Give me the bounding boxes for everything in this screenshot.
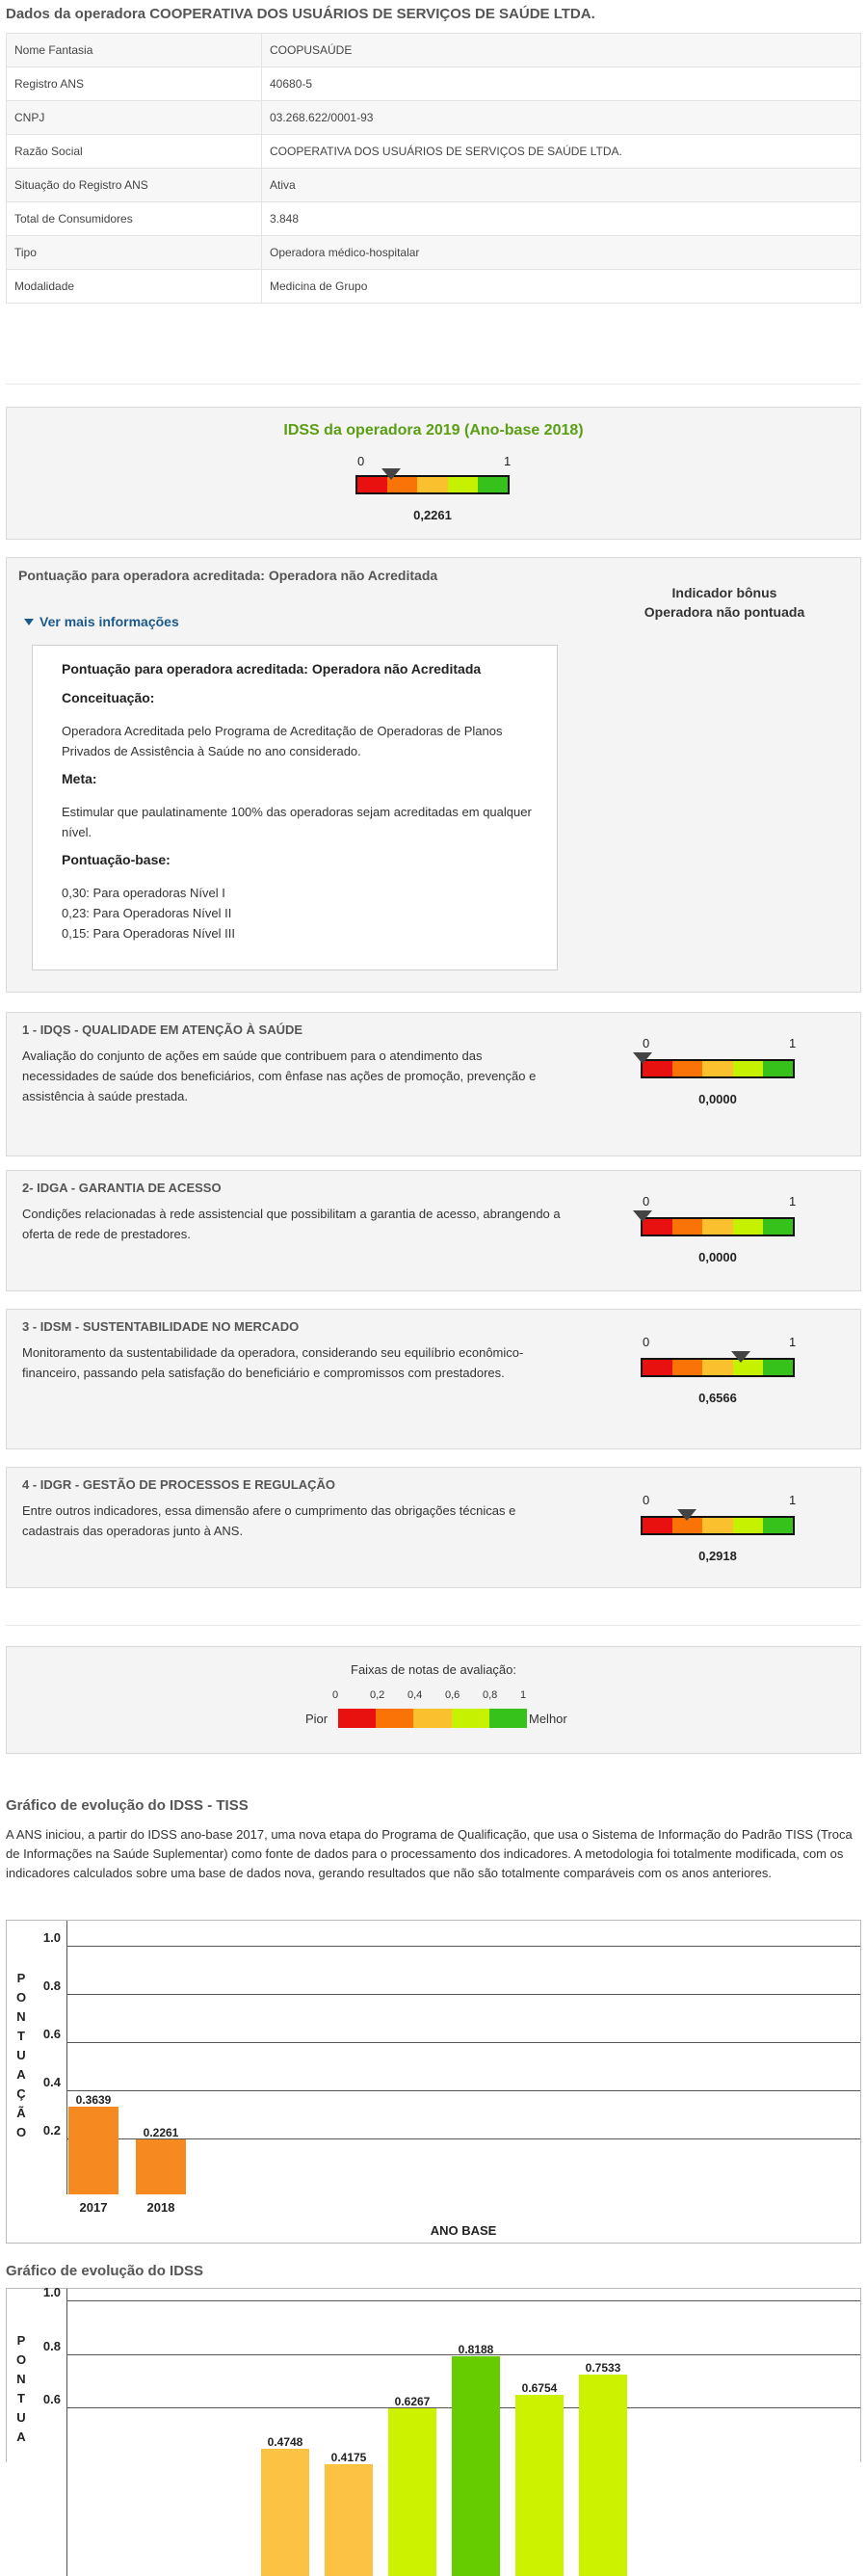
gauge-segment [702, 1061, 732, 1076]
dimension-title: 3 - IDSM - SUSTENTABILIDADE NO MERCADO [22, 1319, 300, 1334]
info-label: Registro ANS [7, 67, 262, 101]
chart-bar [388, 2408, 436, 2576]
scale-best-label: Melhor [529, 1712, 567, 1726]
accreditation-details-box [32, 645, 558, 970]
scale-segment [413, 1709, 451, 1728]
gauge-max-label: 1 [789, 1036, 797, 1050]
scale-panel [6, 1646, 861, 1754]
y-tick-label: 0.6 [42, 2392, 61, 2407]
grid-line [66, 1994, 860, 1995]
x-tick-label: 2017 [79, 2200, 108, 2215]
scale-tick-label: 0,2 [370, 1689, 385, 1701]
dimension-value: 0,6566 [698, 1391, 737, 1405]
dimension-value: 0,0000 [698, 1250, 737, 1264]
tiss-chart-title: Gráfico de evolução do IDSS - TISS [6, 1797, 249, 1814]
y-tick-label: 0.4 [42, 2075, 61, 2089]
info-value: 40680-5 [262, 67, 861, 101]
dimension-desc: Condições relacionadas à rede assistencial que possibilitam a garantia de acesso, abrangendo a oferta de rede de prestadores. [22, 1207, 561, 1241]
info-value: COOPERATIVA DOS USUÁRIOS DE SERVIÇOS DE SAÚDE LTDA. [262, 135, 861, 169]
bar-value-label: 0.4748 [267, 2435, 303, 2449]
bar-value-label: 0.6267 [394, 2394, 431, 2408]
scale-bar [338, 1709, 527, 1728]
scale-tick-label: 0 [332, 1689, 339, 1701]
tiss-evolution-chart [6, 1920, 861, 2244]
y-axis-label [14, 2331, 28, 2447]
y-axis-label-char: O [15, 2352, 27, 2367]
dimension-panel-idga [6, 1170, 861, 1291]
concept-heading: Conceituação: [62, 690, 155, 705]
y-axis-label-char: Ã [16, 2106, 26, 2120]
grid-line [66, 1946, 860, 1947]
bonus-title: Indicador bônus [671, 585, 777, 600]
bar-value-label: 0.8188 [458, 2343, 494, 2357]
chart-bar [68, 2107, 118, 2194]
info-row [7, 34, 861, 67]
idqs-gauge [641, 1059, 795, 1078]
scale-title: Faixas de notas de avaliação: [351, 1662, 516, 1677]
gauge-segment [763, 1360, 793, 1375]
info-label: Modalidade [7, 270, 262, 304]
idss-title: IDSS da operadora 2019 (Ano-base 2018) [283, 422, 584, 438]
more-info-toggle[interactable] [24, 614, 179, 631]
gauge-segment [643, 1518, 672, 1533]
dimension-desc: Monitoramento da sustentabilidade da operadora, considerando seu equilíbrio econômico-financeiro, passando pela satisfação do beneficiário e compromissos com prestadores. [22, 1345, 524, 1380]
y-axis-line [66, 2289, 67, 2576]
gauge-segment [763, 1219, 793, 1235]
chart-bar [136, 2139, 186, 2194]
scale-tick-label: 0,6 [445, 1689, 460, 1701]
y-tick-label: 1.0 [42, 2285, 61, 2299]
info-value: Operadora médico-hospitalar [262, 236, 861, 270]
details-title: Pontuação para operadora acreditada: Operadora não Acreditada [62, 661, 482, 677]
scale-segment [338, 1709, 376, 1728]
accreditation-panel [6, 557, 861, 993]
y-tick-label: 1.0 [42, 1930, 61, 1945]
chart-bar [579, 2375, 627, 2576]
bar-value-label: 0.2261 [143, 2126, 179, 2140]
more-info-link[interactable]: Ver mais informações [39, 614, 179, 629]
idsm-gauge [641, 1358, 795, 1377]
gauge-bar [355, 475, 510, 494]
x-tick-label: 2018 [146, 2200, 175, 2215]
bar-value-label: 0.7533 [585, 2360, 621, 2375]
idga-gauge [641, 1217, 795, 1236]
base-heading: Pontuação-base: [62, 852, 171, 867]
gauge-segment [702, 1518, 732, 1533]
info-row [7, 236, 861, 270]
y-axis-label-char: O [15, 2125, 27, 2139]
scale-segment [489, 1709, 527, 1728]
scale-segment [452, 1709, 489, 1728]
info-label: Situação do Registro ANS [7, 169, 262, 202]
bar-value-label: 0.6754 [521, 2381, 558, 2396]
dimension-value: 0,0000 [698, 1092, 737, 1106]
grid-line [66, 2042, 860, 2043]
gauge-segment [417, 477, 447, 492]
caret-down-icon [24, 619, 34, 625]
y-axis-label-char: U [16, 2048, 26, 2062]
y-axis-label-char: P [16, 1971, 26, 1985]
scale-tick-label: 0,4 [407, 1689, 423, 1701]
concept-text: Operadora Acreditada pelo Programa de Acreditação de Operadoras de Planos Privados de Assistência à Saúde no ano considerado. [62, 724, 503, 758]
gauge-max-label: 1 [789, 1194, 797, 1208]
goal-text: Estimular que paulatinamente 100% das operadoras sejam acreditadas em qualquer nível. [62, 805, 532, 839]
y-axis-label-char: N [16, 2372, 26, 2386]
gauge-segment [643, 1360, 672, 1375]
gauge-max-label: 1 [789, 1493, 797, 1507]
grid-line [66, 2090, 860, 2091]
chart-bar [325, 2464, 373, 2576]
dimension-title: 2- IDGA - GARANTIA DE ACESSO [22, 1181, 222, 1195]
base-line: 0,30: Para operadoras Nível I [62, 886, 225, 900]
info-label: Nome Fantasia [7, 34, 262, 67]
gauge-segment [478, 477, 508, 492]
gauge-segment [672, 1219, 702, 1235]
gauge-segment [448, 477, 478, 492]
y-axis-label-char: U [16, 2410, 26, 2425]
gauge-bar [641, 1059, 795, 1078]
info-label: Razão Social [7, 135, 262, 169]
divider [6, 1625, 861, 1626]
gauge-segment [672, 1061, 702, 1076]
idgr-gauge [641, 1516, 795, 1535]
y-axis-label-char: O [15, 1990, 27, 2005]
base-list [62, 883, 235, 943]
gauge-bar [641, 1516, 795, 1535]
grid-line [66, 2300, 860, 2301]
idss-panel [6, 407, 861, 540]
y-axis-line [66, 1921, 67, 2194]
gauge-pointer-icon [633, 1210, 652, 1222]
scale-ticks [334, 1689, 527, 1703]
gauge-max-label: 1 [789, 1335, 797, 1349]
gauge-segment [763, 1061, 793, 1076]
operator-info-table [6, 33, 861, 304]
page-title: Dados da operadora COOPERATIVA DOS USUÁRIOS DE SERVIÇOS DE SAÚDE LTDA. [6, 6, 595, 22]
chart-bar [515, 2395, 564, 2576]
info-row [7, 169, 861, 202]
gauge-pointer-icon [633, 1052, 652, 1064]
gauge-segment [733, 1219, 763, 1235]
idss-evolution-chart [6, 2285, 861, 2464]
idss-max-label: 1 [504, 454, 512, 468]
accreditation-title: Pontuação para operadora acreditada: Operadora não Acreditada [18, 568, 438, 583]
y-axis-label-char: T [17, 2391, 25, 2405]
info-row [7, 101, 861, 135]
gauge-min-label: 0 [643, 1335, 650, 1349]
y-axis-label-char: A [16, 2430, 26, 2444]
gauge-bar [641, 1217, 795, 1236]
gauge-pointer-icon [677, 1509, 696, 1521]
info-row [7, 67, 861, 101]
gauge-segment [763, 1518, 793, 1533]
info-row [7, 135, 861, 169]
x-axis-label: ANO BASE [430, 2223, 497, 2238]
y-axis-label-char: N [16, 2009, 26, 2024]
info-row [7, 202, 861, 236]
y-tick-label: 0.8 [42, 1978, 61, 1993]
dimension-panel-idsm [6, 1309, 861, 1449]
y-axis-label-char: P [16, 2333, 26, 2348]
dimension-title: 4 - IDGR - GESTÃO DE PROCESSOS E REGULAÇÃO [22, 1477, 336, 1492]
dimension-desc: Entre outros indicadores, essa dimensão afere o cumprimento das obrigações técnicas e cadastrais das operadoras junto à ANS. [22, 1503, 516, 1538]
y-tick-label: 0.2 [42, 2123, 61, 2138]
bonus-status: Operadora não pontuada [644, 604, 805, 620]
gauge-segment [733, 1518, 763, 1533]
y-axis-label-char: A [16, 2067, 26, 2082]
gauge-bar [641, 1358, 795, 1377]
y-axis-label-char: T [17, 2029, 25, 2043]
idss-chart-title: Gráfico de evolução do IDSS [6, 2263, 204, 2279]
dimension-value: 0,2918 [698, 1549, 737, 1563]
scale-worst-label: Pior [305, 1712, 328, 1726]
info-label: Tipo [7, 236, 262, 270]
y-axis-label [14, 1969, 28, 2142]
bar-value-label: 0.4175 [330, 2450, 367, 2464]
gauge-segment [702, 1360, 732, 1375]
info-value: Medicina de Grupo [262, 270, 861, 304]
base-line: 0,15: Para Operadoras Nível III [62, 926, 235, 941]
info-label: CNPJ [7, 101, 262, 135]
y-tick-label: 0.8 [42, 2338, 61, 2353]
info-row [7, 270, 861, 304]
base-line: 0,23: Para Operadoras Nível II [62, 906, 232, 920]
y-axis-label-char: Ç [16, 2086, 26, 2101]
goal-heading: Meta: [62, 771, 97, 786]
idss-gauge [355, 475, 510, 494]
gauge-min-label: 0 [643, 1036, 650, 1050]
idss-min-label: 0 [357, 454, 365, 468]
info-value: 3.848 [262, 202, 861, 236]
dimension-panel-idgr [6, 1467, 861, 1588]
gauge-pointer-icon [731, 1351, 750, 1363]
tiss-description: A ANS iniciou, a partir do IDSS ano-base 2017, uma nova etapa do Programa de Qualificação, que usa o Sistema de Informação do Padrão TISS (Troca de Informações na Saúde Suplementar) como fonte de dados para o processamento dos indicadores. A metodologia foi totalmente modificada, com os indicadores calculados sobre uma base de dados nova, gerando resultados que não são totalmente comparáveis com os anos anteriores. [6, 1827, 853, 1880]
gauge-min-label: 0 [643, 1493, 650, 1507]
bar-value-label: 0.3639 [75, 2093, 112, 2108]
gauge-pointer-icon [381, 468, 401, 480]
scale-tick-label: 1 [520, 1689, 527, 1701]
dimension-desc: Avaliação do conjunto de ações em saúde que contribuem para o atendimento das necessidades de saúde dos beneficiários, com ênfase nas ações de promoção, prevenção e assistência à saúde prestada. [22, 1049, 537, 1103]
info-label: Total de Consumidores [7, 202, 262, 236]
info-value: COOPUSAÚDE [262, 34, 861, 67]
gauge-segment [702, 1219, 732, 1235]
scale-tick-label: 0,8 [483, 1689, 498, 1701]
gauge-segment [733, 1061, 763, 1076]
y-tick-label: 0.6 [42, 2027, 61, 2041]
idss-value: 0,2261 [413, 508, 452, 522]
dimension-panel-idqs [6, 1012, 861, 1156]
scale-segment [376, 1709, 413, 1728]
chart-bar [261, 2449, 309, 2576]
info-value: 03.268.622/0001-93 [262, 101, 861, 135]
gauge-segment [672, 1360, 702, 1375]
divider [6, 384, 861, 385]
gauge-min-label: 0 [643, 1194, 650, 1208]
dimension-title: 1 - IDQS - QUALIDADE EM ATENÇÃO À SAÚDE [22, 1022, 303, 1037]
chart-bar [452, 2356, 500, 2576]
info-value: Ativa [262, 169, 861, 202]
